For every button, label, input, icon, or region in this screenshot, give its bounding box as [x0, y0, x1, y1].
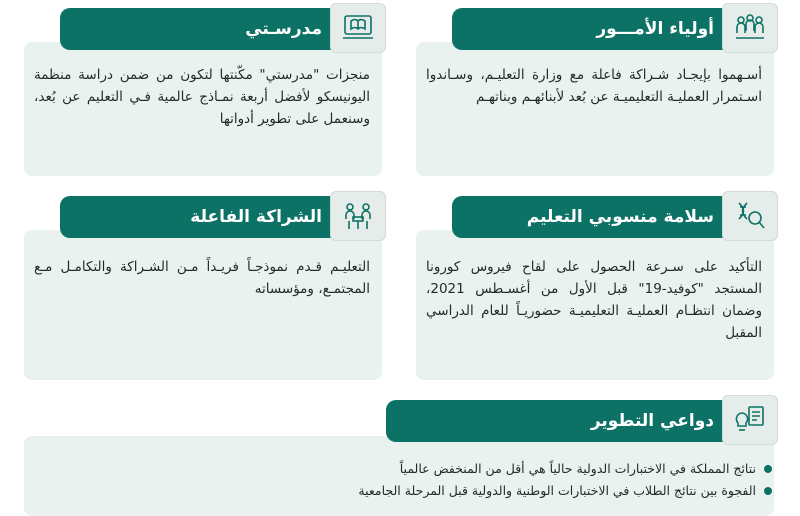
development-bullet-2: الفجوة بين نتائج الطلاب في الاختبارات الوطنية والدولية قبل المرحلة الجامعية: [40, 480, 772, 502]
development-title: دواعي التطوير: [590, 411, 714, 431]
safety-text: التأكيد على سـرعة الحصول على لقاح فيروس كورونا المستجد "كوفيد-19" قبل الأول من أغسـطس 2021، وضمان انتظـام العمليـة التعليميـة حضوريـاً للعام الدراسي المقبل: [426, 259, 762, 341]
madrasati-header: [60, 8, 384, 50]
parents-header: [452, 8, 776, 50]
partnership-card: [24, 230, 382, 380]
parents-text: أسـهموا بإيجـاد شـراكة فاعلة مع وزارة التعليـم، وسـاندوا اسـتمرار العمليـة التعليميـة عن بُعد لأبنائهـم وبناتهـم: [426, 67, 762, 105]
laptop-book-icon: [330, 3, 386, 53]
partnership-header: [60, 196, 384, 238]
safety-title: سلامة منسوبي التعليم: [526, 207, 714, 227]
partnership-title: الشراكة الفاعلة: [190, 207, 322, 227]
safety-header: [452, 196, 776, 238]
partnership-text: التعليـم قـدم نموذجـاً فريـداً مـن الشـراكة والتكامـل مـع المجتمـع، ومؤسساته: [34, 259, 370, 297]
development-bullet-1: نتائج المملكة في الاختبارات الدولية حالياً هي أقل من المنخفض عالمياً: [40, 458, 772, 480]
people-meeting-icon: [330, 191, 386, 241]
development-bullets: [40, 458, 772, 502]
madrasati-text: منجزات "مدرستي" مكّنتها لتكون من ضمن دراسة منظمة اليونيسكو لأفضل أربعة نمـاذج عالمية فـي التعليم عن بُعد، وسنعمل على تطوير أدواتها: [34, 67, 370, 127]
parents-title: أولياء الأمـــور: [596, 19, 714, 39]
madrasati-title: مدرسـتي: [245, 19, 322, 39]
dna-magnifier-icon: [722, 191, 778, 241]
parents-card: [416, 42, 774, 176]
family-icon: [722, 3, 778, 53]
development-header: [386, 400, 776, 442]
idea-document-icon: [722, 395, 778, 445]
